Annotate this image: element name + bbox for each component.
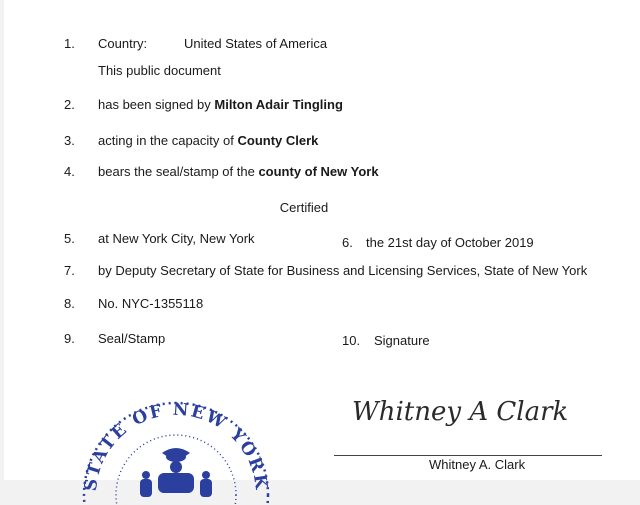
signed-by-label: has been signed by [98,97,215,112]
handwritten-signature [350,392,590,432]
signatory-name: Whitney A. Clark [429,457,526,472]
signature-line [334,455,602,456]
item-8-number: 8. [64,296,75,311]
signer-name: Milton Adair Tingling [214,97,343,112]
item-5-number: 5. [64,231,75,246]
seal-stamp-label: Seal/Stamp [98,331,166,346]
date-text: the 21st day of October 2019 [366,235,534,250]
item-4-number: 4. [64,164,75,179]
authority-text: by Deputy Secretary of State for Business and Licensing Services, State of New York [98,263,588,278]
capacity-value: County Clerk [237,133,319,148]
public-document-text: This public document [98,63,221,78]
apostille-document [4,0,640,493]
item-3-number: 3. [64,133,75,148]
item-3-text [98,133,318,148]
seal-text: STATE OF NEW YORK [80,399,272,493]
item-6-number: 6. [342,235,353,250]
certified-heading: Certified [279,200,329,215]
state-seal [74,395,274,505]
item-2-text [98,97,343,112]
country-value: United States of America [184,36,328,51]
item-2-number: 2. [64,97,75,112]
signature-label: Signature [374,333,430,348]
seal-of-value: county of New York [258,164,379,179]
item-7-number: 7. [64,263,75,278]
signature-script: Whitney A Clark [352,397,569,427]
capacity-label: acting in the capacity of [98,133,238,148]
item-1-number: 1. [64,36,75,51]
item-4-text [98,164,379,179]
certificate-number: No. NYC-1355118 [98,296,204,311]
country-label: Country: [98,36,148,51]
seal-emblem [140,448,212,497]
seal-of-label: bears the seal/stamp of the [98,164,259,179]
place-text: at New York City, New York [98,231,255,246]
item-9-number: 9. [64,331,75,346]
item-10-number: 10. [342,333,361,348]
